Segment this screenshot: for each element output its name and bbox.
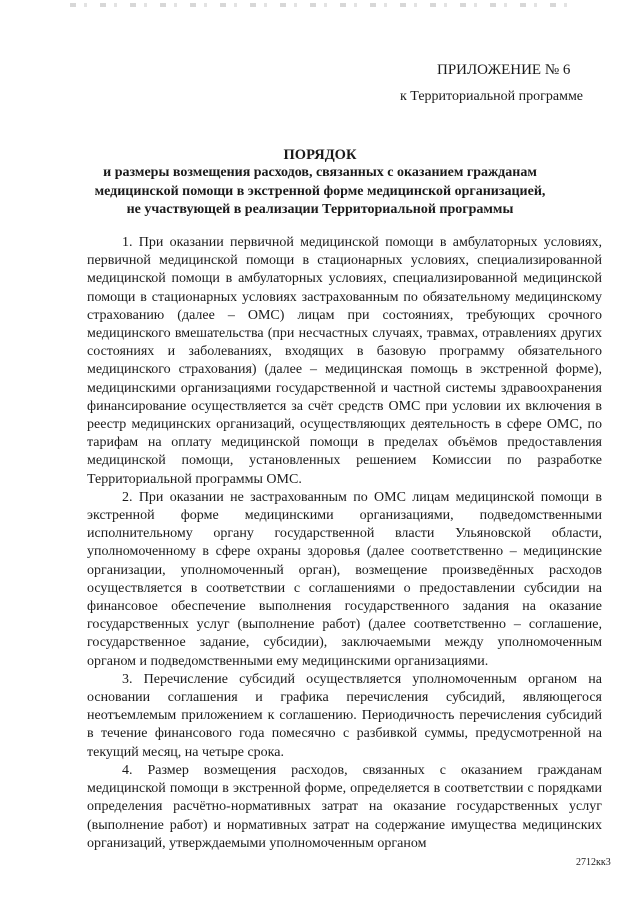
heading-line-1: и размеры возмещения расходов, связанных с оказанием гражданам (103, 165, 537, 181)
document-body (87, 234, 602, 853)
paragraph-4: 4. Размер возмещения расходов, связанных с оказанием гражданам медицинской помощи в экстренной форме, определяется в соответствии с порядками определения расчётно-нормативных затрат на оказание государственных услуг (выполнение работ) и нормативных затрат на содержание имущества медицинских организаций, утверждаемыми уполномоченным органом (87, 762, 602, 851)
scan-artifact (70, 3, 570, 7)
document-heading (70, 146, 570, 219)
paragraph-3: 3. Перечисление субсидий осуществляется уполномоченным органом на основании соглашения и графика перечисления субсидий, являющегося неотъемлемым приложением к соглашению. Периодичность перечисления субсидий в течение финансового года помесячно с разбивкой суммы, предусмотренной на текущий месяц, на четыре срока. (87, 671, 602, 760)
paragraph-1: 1. При оказании первичной медицинской помощи в амбулаторных условиях, первичной медицинской помощи в стационарных условиях, специализированной медицинской помощи в амбулаторных условиях, специализированной медицинской помощи в стационарных условиях застрахованным по обязательному медицинскому страхованию (далее – ОМС) лицам при состояниях, требующих срочного медицинского вмешательства (при несчастных случаях, травмах, отравлениях других состояниях и заболеваниях, входящих в базовую программу обязательного медицинского страхования) (далее – медицинская помощь в экстренной форме), медицинскими организациями государственной и частной системы здравоохранения финансирование осуществляется за счёт средств ОМС при условии их включения в реестр медицинских организаций, осуществляющих деятельность в сфере ОМС, по тарифам на оплату медицинской помощи в пределах объёмов предоставления медицинской помощи, установленных решением Комиссии по разработке Территориальной программы ОМС. (87, 235, 602, 487)
footer-code: 2712кк3 (576, 857, 611, 868)
paragraph-2: 2. При оказании не застрахованным по ОМС лицам медицинской помощи в экстренной форме медицинскими организациями, подведомственными исполнительному органу государственной власти Ульяновской области, уполномоченному в сфере охраны здоровья (далее соответственно – медицинские организации, уполномоченный орган), возмещение произведённых расходов осуществляется в соответствии с соглашениями о предоставлении субсидии на финансовое обеспечение выполнения государственного задания на оказание государственных услуг (выполнение работ) (далее соответственно – соглашение, государственное задание, субсидии), заключаемыми между уполномоченным органом и подведомственными ему медицинскими организациями. (87, 489, 602, 669)
heading-title: ПОРЯДОК (283, 147, 357, 163)
appendix-subtitle: к Территориальной программе (400, 89, 584, 104)
appendix-title: ПРИЛОЖЕНИЕ № 6 (437, 62, 571, 78)
heading-line-2: медицинской помощи в экстренной форме медицинской организацией, (94, 183, 546, 199)
heading-line-3: не участвующей в реализации Территориальной программы (126, 201, 514, 217)
